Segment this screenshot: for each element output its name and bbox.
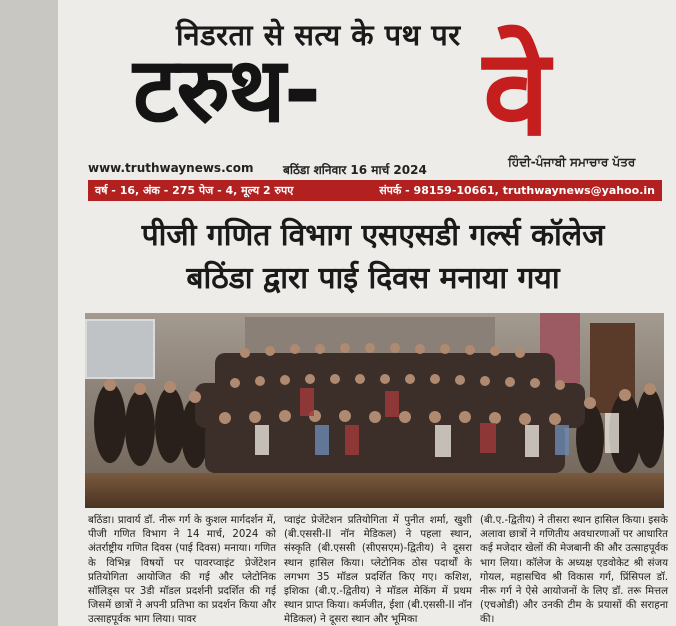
website-url[interactable]: www.truthwaynews.com bbox=[88, 161, 254, 175]
publication-tag: ਹਿੰਦੀ-ਪੰਜਾਬੀ ਸਮਾਚਾਰ ਪੱਤਰ bbox=[508, 155, 636, 169]
masthead-title-accent: वे bbox=[483, 24, 550, 163]
headline-line-2: बठिंडा द्वारा पाई दिवस मनाया गया bbox=[186, 261, 560, 296]
masthead-title: टरुथ- bbox=[133, 38, 320, 143]
issue-info: वर्ष - 16, अंक - 275 पेज - 4, मूल्य 2 रुपए bbox=[95, 184, 294, 197]
info-bar bbox=[88, 180, 662, 201]
group-photo-image bbox=[85, 313, 664, 508]
contact-info: संपर्क - 98159-10661, truthwaynews@yahoo.in bbox=[379, 184, 655, 197]
masthead-tagline: निडरता से सत्य के पथ पर bbox=[176, 18, 461, 52]
article-column-1: बठिंडा। प्रावार्य डॉ. नीरू गर्ग के कुशल मार्गदर्शन में, पीजी गणित विभाग ने 14 मार्च, 2024 को अंतर्राष्ट्रीय गणित दिवस (पाई दिवस) मनाया। गणित के विभिन्न विषयों पर पावरप्वाइंट प्रेजेंटेशन प्रतियोगिता आयोजित की गई और प्लेटोनिक सॉलिड्स पर 3डी मॉडल प्रदर्शनी प्रदर्शित की गई जिसमें छात्रों ने अपनी प्रतिभा का प्रदर्शन किया और उत्साहपूर्वक भाग लिया। पावर bbox=[88, 515, 276, 626]
headline-line-1: पीजी गणित विभाग एसएसडी गर्ल्स कॉलेज bbox=[141, 218, 605, 253]
group-photo bbox=[85, 313, 664, 508]
article-column-2: प्वाइंट प्रेजेंटेशन प्रतियोगिता में पुनीत शर्मा, खुशी (बी.एससी-II नॉन मेडिकल) ने पहला स्थान, संस्कृति (बी.एससी (सीएसएम)-द्वितीय) ने दूसरा स्थान हासिल किया। प्लेटोनिक ठोस पदार्थों के लगभग 35 मॉडल प्रदर्शित किए गए। कशिश, इशिका (बी.ए.-द्वितीय) ने मॉडल मेकिंग में प्रथम स्थान प्राप्त किया। कर्मजीत, ईशा (बी.एससी-II नॉन मेडिकल) ने दूसरा स्थान और भूमिका bbox=[284, 515, 472, 626]
dateline: बठिंडा शनिवार 16 मार्च 2024 bbox=[283, 163, 427, 177]
article-column-3: (बी.ए.-द्वितीय) ने तीसरा स्थान हासिल किया। इसके अलावा छात्रों ने गणितीय अवधारणाओं पर आधारित कई मजेदार खेलों की मेजबानी की और उत्साहपूर्वक भाग लिया। कॉलेज के अध्यक्ष एडवोकेट श्री संजय गोयल, महासचिव श्री विकास गर्ग, प्रिंसिपल डॉ. नीरू गर्ग ने ऐसे आयोजनों के लिए डॉ. तरू मित्तल (एचओडी) और उनकी टीम के प्रयासों की सराहना की। bbox=[480, 515, 668, 626]
newspaper-page bbox=[58, 0, 676, 626]
